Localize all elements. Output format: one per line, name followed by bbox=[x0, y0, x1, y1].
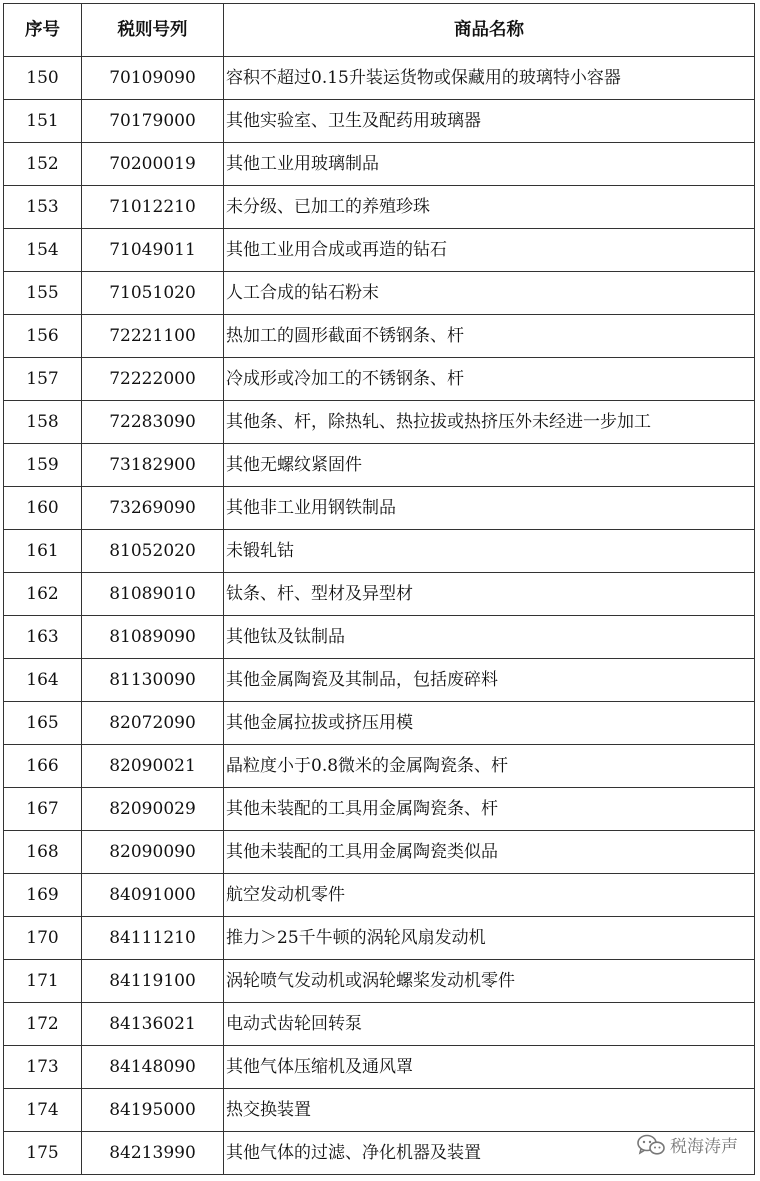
table-row bbox=[4, 57, 755, 100]
table-row bbox=[4, 960, 755, 1003]
serial-cell: 158 bbox=[4, 401, 82, 444]
table-row bbox=[4, 874, 755, 917]
product-name-cell: 其他气体的过滤、净化机器及装置 bbox=[224, 1132, 755, 1175]
serial-cell: 165 bbox=[4, 702, 82, 745]
serial-cell: 152 bbox=[4, 143, 82, 186]
tariff-table-container bbox=[3, 3, 755, 1175]
table-row bbox=[4, 229, 755, 272]
product-name-cell: 其他金属陶瓷及其制品，包括废碎料 bbox=[224, 659, 755, 702]
serial-cell: 154 bbox=[4, 229, 82, 272]
table-row bbox=[4, 1046, 755, 1089]
product-name-cell: 热加工的圆形截面不锈钢条、杆 bbox=[224, 315, 755, 358]
table-header-row bbox=[4, 4, 755, 57]
watermark-text: 税海涛声 bbox=[670, 1137, 738, 1157]
header-serial: 序号 bbox=[4, 4, 82, 57]
serial-cell: 160 bbox=[4, 487, 82, 530]
tariff-code-cell: 70179000 bbox=[82, 100, 224, 143]
product-name-cell: 其他工业用合成或再造的钻石 bbox=[224, 229, 755, 272]
product-name-cell: 其他条、杆，除热轧、热拉拔或热挤压外未经进一步加工 bbox=[224, 401, 755, 444]
table-row bbox=[4, 143, 755, 186]
tariff-code-cell: 70200019 bbox=[82, 143, 224, 186]
table-row bbox=[4, 788, 755, 831]
tariff-code-cell: 82090090 bbox=[82, 831, 224, 874]
serial-cell: 167 bbox=[4, 788, 82, 831]
serial-cell: 164 bbox=[4, 659, 82, 702]
serial-cell: 153 bbox=[4, 186, 82, 229]
tariff-code-cell: 71049011 bbox=[82, 229, 224, 272]
tariff-code-cell: 72221100 bbox=[82, 315, 224, 358]
product-name-cell: 未分级、已加工的养殖珍珠 bbox=[224, 186, 755, 229]
product-name-cell: 其他无螺纹紧固件 bbox=[224, 444, 755, 487]
tariff-code-cell: 84213990 bbox=[82, 1132, 224, 1175]
serial-cell: 157 bbox=[4, 358, 82, 401]
serial-cell: 171 bbox=[4, 960, 82, 1003]
tariff-code-cell: 84119100 bbox=[82, 960, 224, 1003]
product-name-cell: 钛条、杆、型材及异型材 bbox=[224, 573, 755, 616]
product-name-cell: 其他实验室、卫生及配药用玻璃器 bbox=[224, 100, 755, 143]
table-row bbox=[4, 272, 755, 315]
product-name-cell: 其他非工业用钢铁制品 bbox=[224, 487, 755, 530]
product-name-cell: 其他工业用玻璃制品 bbox=[224, 143, 755, 186]
table-row bbox=[4, 315, 755, 358]
tariff-code-cell: 70109090 bbox=[82, 57, 224, 100]
table-body bbox=[4, 57, 755, 1175]
serial-cell: 173 bbox=[4, 1046, 82, 1089]
product-name-cell: 容积不超过0.15升装运货物或保藏用的玻璃特小容器 bbox=[224, 57, 755, 100]
product-name-cell: 推力＞25千牛顿的涡轮风扇发动机 bbox=[224, 917, 755, 960]
product-name-cell: 其他钛及钛制品 bbox=[224, 616, 755, 659]
table-row bbox=[4, 573, 755, 616]
serial-cell: 162 bbox=[4, 573, 82, 616]
serial-cell: 172 bbox=[4, 1003, 82, 1046]
wechat-icon bbox=[636, 1133, 666, 1157]
header-product-name: 商品名称 bbox=[224, 4, 755, 57]
product-name-cell: 电动式齿轮回转泵 bbox=[224, 1003, 755, 1046]
header-tariff-code: 税则号列 bbox=[82, 4, 224, 57]
tariff-code-cell: 73269090 bbox=[82, 487, 224, 530]
tariff-code-cell: 72222000 bbox=[82, 358, 224, 401]
tariff-code-cell: 82090021 bbox=[82, 745, 224, 788]
tariff-code-cell: 84111210 bbox=[82, 917, 224, 960]
serial-cell: 156 bbox=[4, 315, 82, 358]
table-row bbox=[4, 444, 755, 487]
tariff-code-cell: 84091000 bbox=[82, 874, 224, 917]
product-name-cell: 人工合成的钻石粉末 bbox=[224, 272, 755, 315]
product-name-cell: 涡轮喷气发动机或涡轮螺桨发动机零件 bbox=[224, 960, 755, 1003]
product-name-cell: 晶粒度小于0.8微米的金属陶瓷条、杆 bbox=[224, 745, 755, 788]
serial-cell: 161 bbox=[4, 530, 82, 573]
product-name-cell: 冷成形或冷加工的不锈钢条、杆 bbox=[224, 358, 755, 401]
table-row bbox=[4, 186, 755, 229]
table-row bbox=[4, 401, 755, 444]
tariff-code-cell: 84195000 bbox=[82, 1089, 224, 1132]
serial-cell: 151 bbox=[4, 100, 82, 143]
serial-cell: 159 bbox=[4, 444, 82, 487]
table-row bbox=[4, 487, 755, 530]
serial-cell: 150 bbox=[4, 57, 82, 100]
tariff-code-cell: 81089090 bbox=[82, 616, 224, 659]
tariff-code-cell: 81089010 bbox=[82, 573, 224, 616]
tariff-code-cell: 81130090 bbox=[82, 659, 224, 702]
serial-cell: 169 bbox=[4, 874, 82, 917]
tariff-code-cell: 82090029 bbox=[82, 788, 224, 831]
product-name-cell: 其他未装配的工具用金属陶瓷类似品 bbox=[224, 831, 755, 874]
tariff-code-cell: 73182900 bbox=[82, 444, 224, 487]
tariff-code-cell: 81052020 bbox=[82, 530, 224, 573]
table-row bbox=[4, 358, 755, 401]
serial-cell: 170 bbox=[4, 917, 82, 960]
tariff-table bbox=[3, 3, 755, 1175]
product-name-cell: 其他气体压缩机及通风罩 bbox=[224, 1046, 755, 1089]
serial-cell: 163 bbox=[4, 616, 82, 659]
table-row bbox=[4, 100, 755, 143]
tariff-code-cell: 71012210 bbox=[82, 186, 224, 229]
tariff-code-cell: 84136021 bbox=[82, 1003, 224, 1046]
watermark bbox=[636, 1132, 738, 1157]
serial-cell: 174 bbox=[4, 1089, 82, 1132]
product-name-cell: 热交换装置 bbox=[224, 1089, 755, 1132]
table-row bbox=[4, 745, 755, 788]
table-row bbox=[4, 917, 755, 960]
table-row bbox=[4, 1003, 755, 1046]
table-row bbox=[4, 616, 755, 659]
table-row bbox=[4, 831, 755, 874]
serial-cell: 168 bbox=[4, 831, 82, 874]
product-name-cell: 未锻轧钴 bbox=[224, 530, 755, 573]
tariff-code-cell: 82072090 bbox=[82, 702, 224, 745]
tariff-code-cell: 71051020 bbox=[82, 272, 224, 315]
table-row bbox=[4, 1089, 755, 1132]
table-row bbox=[4, 659, 755, 702]
product-name-cell: 航空发动机零件 bbox=[224, 874, 755, 917]
serial-cell: 155 bbox=[4, 272, 82, 315]
table-row bbox=[4, 530, 755, 573]
product-name-cell: 其他未装配的工具用金属陶瓷条、杆 bbox=[224, 788, 755, 831]
table-row bbox=[4, 702, 755, 745]
tariff-code-cell: 72283090 bbox=[82, 401, 224, 444]
serial-cell: 166 bbox=[4, 745, 82, 788]
tariff-code-cell: 84148090 bbox=[82, 1046, 224, 1089]
serial-cell: 175 bbox=[4, 1132, 82, 1175]
product-name-cell: 其他金属拉拔或挤压用模 bbox=[224, 702, 755, 745]
